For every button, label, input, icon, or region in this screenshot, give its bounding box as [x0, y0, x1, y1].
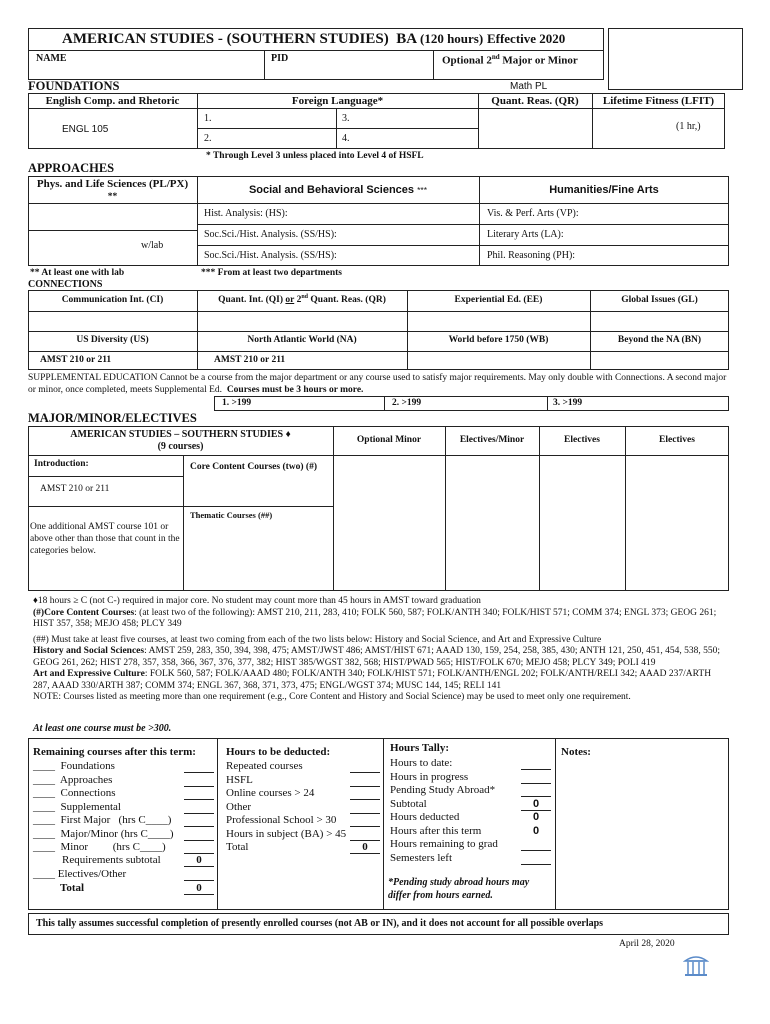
connections-heading: CONNECTIONS: [28, 279, 103, 290]
one-additional-note: One additional AMST course 101 or above other than those that count in the categories below.: [30, 522, 180, 556]
supp-1: 1. >199: [222, 398, 252, 408]
introduction-label: Introduction:: [34, 459, 89, 469]
la-label: Literary Arts (LA):: [487, 229, 564, 240]
foundations-footnote: * Through Level 3 unless placed into Level 4 of HSFL: [206, 151, 424, 161]
remaining-title: Remaining courses after this term:: [33, 746, 196, 758]
deduct-item-value[interactable]: [350, 787, 380, 800]
supp-2: 2. >199: [392, 398, 422, 408]
hours-item-value[interactable]: 0: [532, 824, 540, 837]
engl-105: ENGL 105: [62, 124, 109, 135]
bn-header: Beyond the NA (BN): [617, 335, 702, 345]
ee-header: Experiential Ed. (EE): [454, 295, 543, 305]
fl-3: 3.: [342, 113, 350, 124]
total-value: 0: [184, 882, 214, 895]
remaining-item-value[interactable]: [184, 801, 214, 814]
hours-item: Pending Study Abroad*: [390, 784, 496, 796]
deduct-item: Total: [226, 841, 249, 853]
hours-tally-title: Hours Tally:: [390, 742, 449, 754]
pending-note: *Pending study abroad hours may differ from hours earned.: [388, 877, 530, 901]
electives-header-2: Electives: [659, 435, 695, 445]
math-pl-label: Math PL: [510, 81, 548, 92]
deduct-item: Hours in subject (BA) > 45: [226, 827, 347, 840]
deduct-item-value[interactable]: [350, 828, 380, 841]
deduct-item: Other: [226, 800, 252, 813]
doc-title: AMERICAN STUDIES - (SOUTHERN STUDIES) BA (120 hours) Effective 2020: [62, 31, 566, 47]
footer-date: April 28, 2020: [619, 939, 675, 949]
remaining-item-value[interactable]: [184, 828, 214, 841]
na-header: North Atlantic World (NA): [247, 335, 357, 345]
electives-other-value[interactable]: [184, 868, 214, 881]
quant-header: Quant. Reas. (QR): [491, 95, 579, 107]
remaining-item: ____ Foundations: [33, 760, 115, 772]
optional-major-label: Optional 2nd Major or Minor: [442, 53, 578, 67]
deduct-item-value[interactable]: [350, 801, 380, 814]
fl-4: 4.: [342, 133, 350, 144]
at-least-300: At least one course must be >300.: [33, 723, 172, 734]
hours-item-value[interactable]: 0: [532, 811, 540, 823]
note-thematic: (##) Must take at least five courses, at least two coming from each of the two lists below: History and Social Science, and Art and Expressive Culture: [33, 634, 602, 645]
deduct-item-value[interactable]: [350, 760, 380, 773]
note-major-core: ♦18 hours ≥ C (not C-) required in major core. No student may count more than 45 hours in AMST toward graduation: [33, 596, 481, 606]
note-art: Art and Expressive Culture: FOLK 560, 587; FOLK/AAAD 480; FOLK/ANTH 340; FOLK/HIST 571; FOLK/ANTH/ENGL 202; FOLK/ANTH/RELI 342; AAAD 237/ARTH 287, AAAD 330/ARTH 387; COMM 374; ENGL 367, 368, 371, 373, 475; ENGL/WGST 374; MUSC 144, 145; RELI 141: [33, 669, 712, 691]
hs-label: Hist. Analysis: (HS):: [204, 208, 288, 219]
deduct-item: Professional School > 30: [226, 814, 337, 826]
remaining-item: ____ Major/Minor (hrs C____): [33, 827, 174, 840]
remaining-item-value[interactable]: [184, 841, 214, 854]
major-heading: MAJOR/MINOR/ELECTIVES: [28, 411, 197, 425]
foundations-heading: FOUNDATIONS: [28, 79, 120, 93]
fl-1: 1.: [204, 113, 212, 124]
english-header: English Comp. and Rhetoric: [45, 95, 180, 107]
hours-item-value[interactable]: 0: [521, 798, 551, 811]
qi-header: Quant. Int. (QI) or 2nd Quant. Reas. (QR): [218, 294, 386, 306]
assumption-text: This tally assumes successful completion of presently enrolled courses (not AB or IN), and it does not account for all possible overlaps: [36, 918, 604, 929]
vp-label: Vis. & Perf. Arts (VP):: [487, 208, 579, 219]
lfit-header: Lifetime Fitness (LFIT): [602, 95, 715, 107]
notes-label: Notes:: [561, 746, 591, 758]
hfa-header: Humanities/Fine Arts: [549, 184, 659, 196]
wb-header: World before 1750 (WB): [448, 335, 549, 345]
hours-item: Semesters left: [390, 851, 453, 864]
hours-item-value[interactable]: [521, 838, 551, 851]
supplemental-table: [214, 396, 729, 411]
na-value: AMST 210 or 211: [214, 355, 286, 365]
deduct-item-value[interactable]: 0: [350, 841, 380, 854]
deduct-item: Online courses > 24: [226, 787, 315, 799]
supp-3: 3. >199: [553, 398, 583, 408]
pl-header: Phys. and Life Sciences (PL/PX) **: [36, 178, 189, 202]
remaining-item-value[interactable]: [184, 760, 214, 773]
pid-label: PID: [271, 53, 289, 64]
deduct-title: Hours to be deducted:: [226, 746, 331, 758]
req-subtotal-label: Requirements subtotal: [62, 854, 161, 866]
remaining-item: ____ Connections: [33, 787, 116, 799]
gl-header: Global Issues (GL): [621, 295, 698, 305]
supplemental-text: SUPPLEMENTAL EDUCATION Cannot be a course from the major department or any course used to satisfy major requirements. May only double with Connections. A second major or minor, once completed, meets Supplemental Ed. Courses must be 3 hours or more.: [28, 373, 727, 395]
hours-item: Hours to date:: [390, 757, 453, 769]
remaining-item: ____ Minor (hrs C____): [33, 841, 166, 853]
deduct-item-value[interactable]: [350, 814, 380, 827]
remaining-item-value[interactable]: [184, 814, 214, 827]
remaining-item: ____ First Major (hrs C____): [33, 814, 172, 826]
hours-item: Subtotal: [390, 797, 427, 810]
electives-other-label: ____ Electives/Other: [33, 868, 127, 880]
sshs2-label: Soc.Sci./Hist. Analysis. (SS/HS):: [204, 250, 337, 261]
old-well-logo: [683, 952, 709, 978]
electives-header-1: Electives: [564, 435, 600, 445]
approaches-note-dept: *** From at least two departments: [201, 268, 342, 278]
remaining-item-value[interactable]: [184, 774, 214, 787]
ph-label: Phil. Reasoning (PH):: [487, 250, 576, 261]
remaining-item-value[interactable]: [184, 787, 214, 800]
us-header: US Diversity (US): [76, 335, 149, 345]
sbs-header: Social and Behavioral Sciences ***: [248, 184, 428, 196]
ci-header: Communication Int. (CI): [61, 295, 164, 305]
remaining-item: ____ Approaches: [33, 773, 113, 786]
core-content-label: Core Content Courses (two) (#): [190, 462, 317, 472]
hours-item: Hours deducted: [390, 811, 460, 823]
req-subtotal-value: 0: [184, 854, 214, 867]
major-notes: [33, 596, 723, 704]
lfit-hours: (1 hr,): [676, 121, 701, 132]
approaches-note-lab: ** At least one with lab: [30, 268, 125, 278]
foreign-header: Foreign Language*: [291, 95, 384, 107]
fl-2: 2.: [204, 133, 212, 144]
hours-item: Hours in progress: [390, 770, 469, 783]
hours-item: Hours after this term: [390, 824, 482, 837]
note-history: History and Social Sciences: AMST 259, 283, 350, 394, 398, 475; AMST/JWST 486; AMST/HIST 671; AAAD 130, 159, 254, 258, 385, 430; ANTH 121, 250, 451, 454, 538, 550; GEOG 261, 262; HIST 278, 357, 358, 366, 367, 376, 377, 382; HIST 385/WGST 382, 568; HIST/PWAD 565; HIST/FOLK 670; MEJO 458; PLCY 349; POLI 419: [33, 646, 720, 668]
note-core-content: (#)Core Content Courses: (at least two of the following): AMST 210, 211, 283, 410; FOLK 560, 587; FOLK/ANTH 340; FOLK/HIST 571; COMM 374; ENGL 373; GEOG 261; HIST 357, 358; MEJO 458; PLCY 349: [33, 607, 717, 629]
deduct-item: HSFL: [226, 773, 253, 786]
thematic-label: Thematic Courses (##): [190, 510, 273, 520]
electives-minor-header: Electives/Minor: [459, 435, 525, 445]
deduct-item-value[interactable]: [350, 774, 380, 787]
amst-intro-value: AMST 210 or 211: [40, 484, 110, 494]
sshs1-label: Soc.Sci./Hist. Analysis. (SS/HS):: [204, 229, 337, 240]
total-label: Total: [60, 882, 85, 894]
hours-item-value[interactable]: [521, 784, 551, 797]
approaches-heading: APPROACHES: [28, 161, 115, 175]
us-value: AMST 210 or 211: [40, 355, 112, 365]
optional-minor-header: Optional Minor: [356, 435, 422, 445]
hours-item: Hours remaining to grad: [390, 838, 498, 850]
name-label: NAME: [36, 53, 67, 64]
photo-box: [608, 28, 743, 90]
hours-item-value[interactable]: [521, 757, 551, 770]
wlab-label: w/lab: [141, 240, 164, 251]
note-overlap: NOTE: Courses listed as meeting more than one requirement (e.g., Core Content and History and Social Science) may be used to meet only one requirement.: [33, 692, 631, 702]
hours-item-value[interactable]: [521, 771, 551, 784]
hours-item-value[interactable]: [521, 852, 551, 865]
am-title: AMERICAN STUDIES – SOUTHERN STUDIES ♦ (9 courses): [70, 429, 291, 452]
deduct-item: Repeated courses: [226, 760, 303, 772]
remaining-item: ____ Supplemental: [33, 800, 121, 813]
